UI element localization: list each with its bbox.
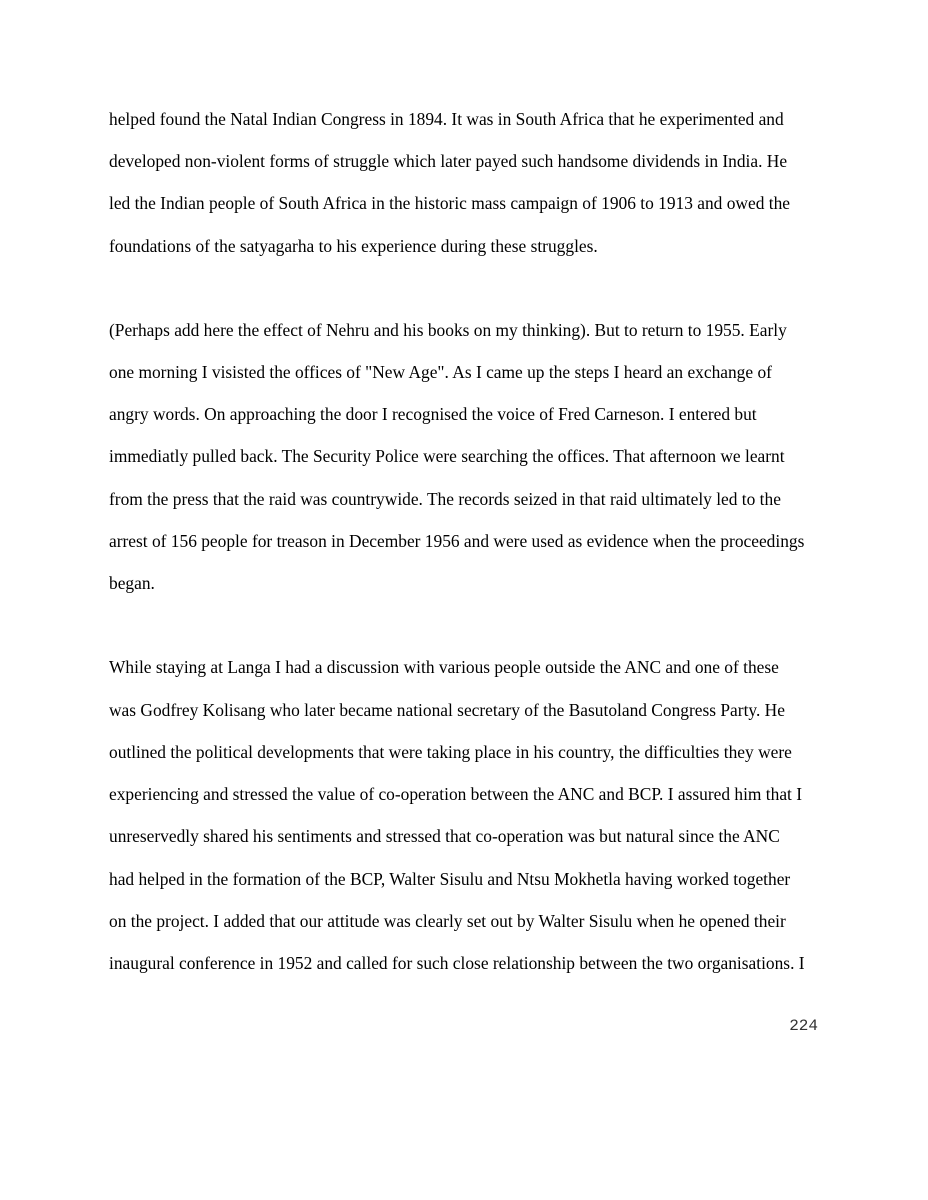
text-line: helped found the Natal Indian Congress in 1894. It was in South Africa that he experimented and [109,109,784,129]
text-line: one morning I visisted the offices of "New Age". As I came up the steps I heard an exchange of [109,362,772,382]
page-number: 224 [789,1017,818,1035]
text-line: angry words. On approaching the door I recognised the voice of Fred Carneson. I entered but [109,404,757,424]
text-line: from the press that the raid was countrywide. The records seized in that raid ultimately led to the [109,489,781,509]
text-line: began. [109,573,155,593]
text-line: had helped in the formation of the BCP, Walter Sisulu and Ntsu Mokhetla having worked together [109,869,791,889]
text-line: developed non-violent forms of struggle which later payed such handsome dividends in India. He [109,151,788,171]
text-line: experiencing and stressed the value of co-operation between the ANC and BCP. I assured him that I [109,784,803,804]
text-line: inaugural conference in 1952 and called for such close relationship between the two organisations. I [109,953,805,973]
text-line: led the Indian people of South Africa in the historic mass campaign of 1906 to 1913 and owed the [109,193,790,213]
text-line: While staying at Langa I had a discussion with various people outside the ANC and one of these [109,657,779,677]
text-line: outlined the political developments that were taking place in his country, the difficulties they were [109,742,792,762]
text-line: unreservedly shared his sentiments and stressed that co-operation was but natural since the ANC [109,826,780,846]
text-line: (Perhaps add here the effect of Nehru and his books on my thinking). But to return to 1955. Early [109,320,787,340]
text-line: arrest of 156 people for treason in December 1956 and were used as evidence when the proceedings [109,531,805,551]
text-line: was Godfrey Kolisang who later became national secretary of the Basutoland Congress Party. He [109,700,785,720]
text-line: on the project. I added that our attitude was clearly set out by Walter Sisulu when he opened their [109,911,786,931]
text-line: foundations of the satyagarha to his experience during these struggles. [109,236,598,256]
text-line: immediatly pulled back. The Security Police were searching the offices. That afternoon we learnt [109,446,785,466]
